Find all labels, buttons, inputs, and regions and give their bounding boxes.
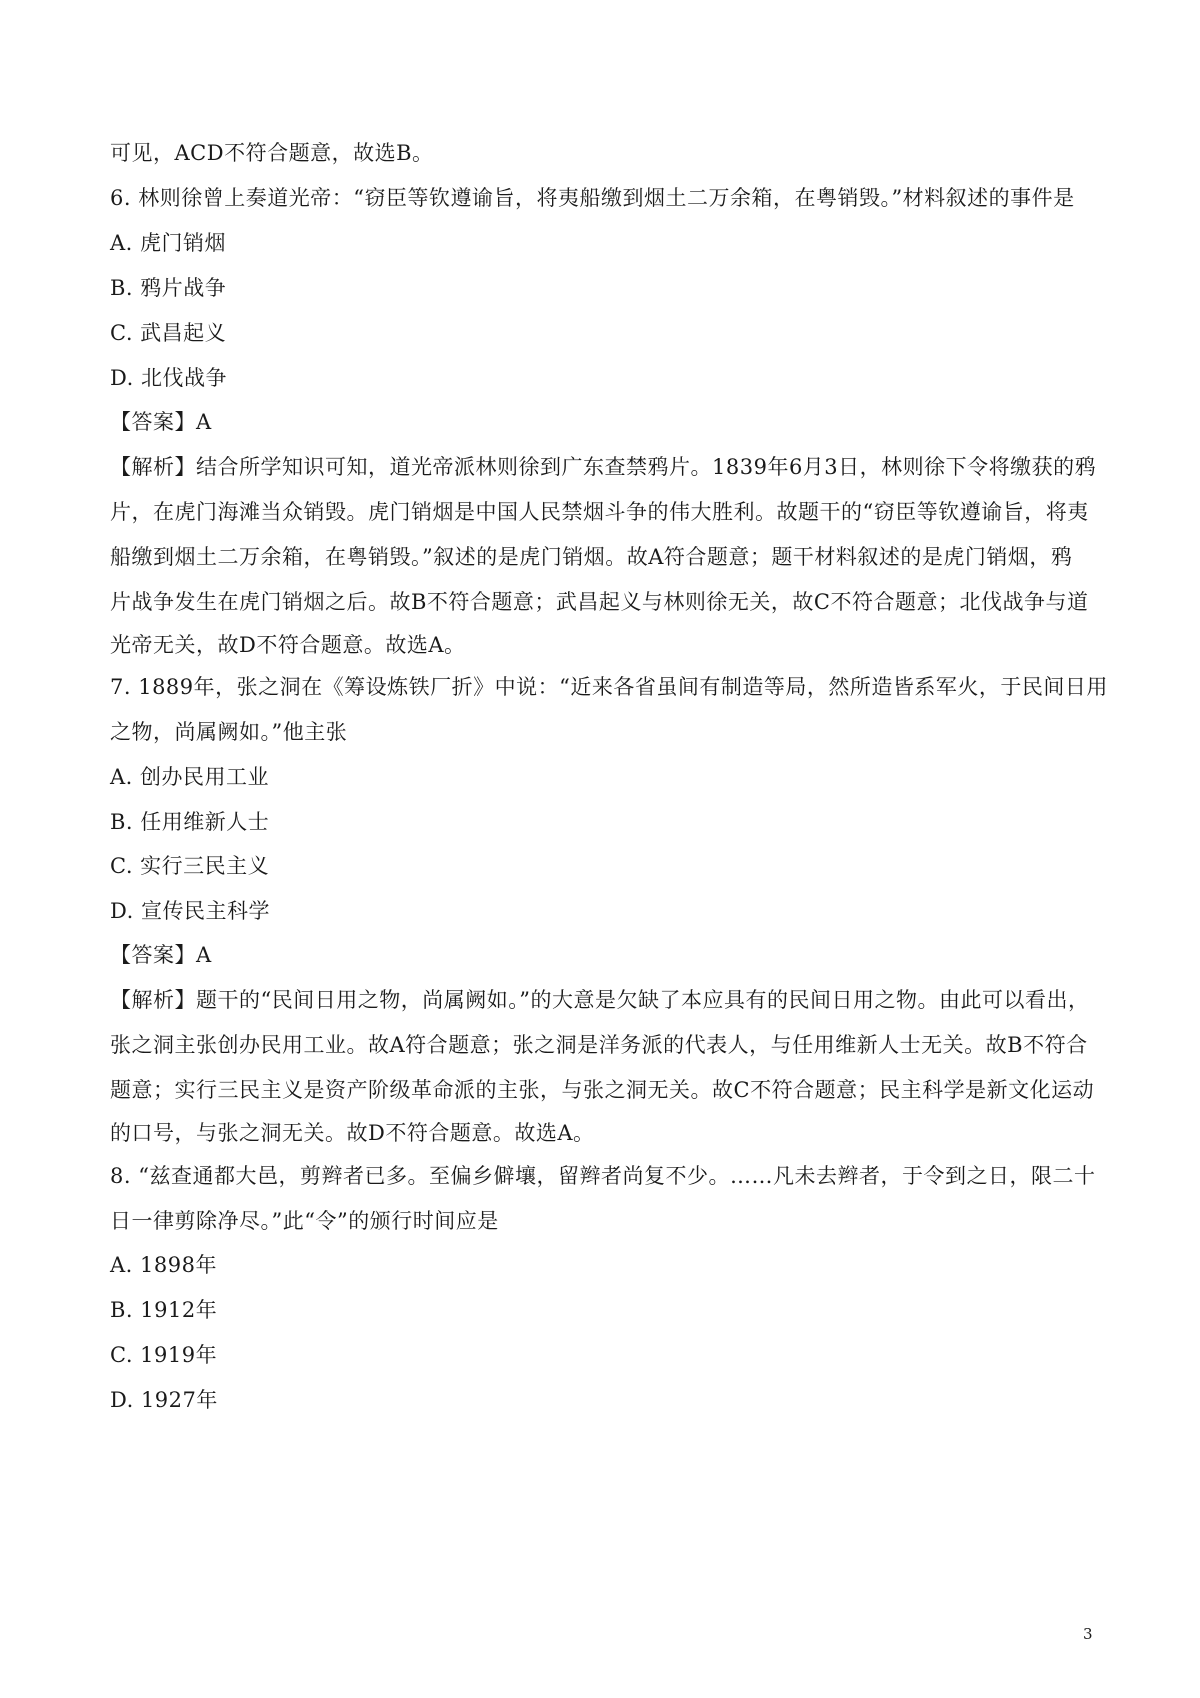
q8-stem-line: 8. “兹查通都大邑，剪辫者已多。至偏乡僻壤，留辫者尚复不少。……凡未去辫者，于令到之日，限二十 xyxy=(110,1164,1096,1188)
q7-option-a: A. 创办民用工业 xyxy=(110,765,270,789)
q6-analysis-line: 片战争发生在虎门销烟之后。故B不符合题意；武昌起义与林则徐无关，故C不符合题意；北伐战争与道 xyxy=(110,590,1089,614)
q6-option-c: C. 武昌起义 xyxy=(110,321,227,345)
q6-stem: 6. 林则徐曾上奏道光帝：“窃臣等钦遵谕旨，将夷船缴到烟土二万余箱，在粤销毁。”材料叙述的事件是 xyxy=(110,186,1075,210)
q7-stem-line: 之物，尚属阙如。”他主张 xyxy=(110,720,348,744)
q6-option-b: B. 鸦片战争 xyxy=(110,276,227,300)
q6-answer: 【答案】A xyxy=(110,410,212,434)
q7-option-b: B. 任用维新人士 xyxy=(110,810,270,834)
q8-option-c: C. 1919年 xyxy=(110,1343,218,1367)
q7-answer: 【答案】A xyxy=(110,943,212,967)
q6-analysis-line: 船缴到烟土二万余箱，在粤销毁。”叙述的是虎门销烟。故A符合题意；题干材料叙述的是虎门销烟，鸦 xyxy=(110,545,1073,569)
q6-analysis-line: 【解析】结合所学知识可知，道光帝派林则徐到广东查禁鸦片。1839年6月3日，林则徐下令将缴获的鸦 xyxy=(110,455,1097,479)
q8-option-b: B. 1912年 xyxy=(110,1298,218,1322)
q8-option-d: D. 1927年 xyxy=(110,1388,218,1412)
q7-stem-line: 7. 1889年，张之洞在《筹设炼铁厂折》中说：“近来各省虽间有制造等局，然所造皆系军火，于民间日用 xyxy=(110,675,1108,699)
q6-option-a: A. 虎门销烟 xyxy=(110,231,227,255)
q6-analysis-line: 片，在虎门海滩当众销毁。虎门销烟是中国人民禁烟斗争的伟大胜利。故题干的“窃臣等钦遵谕旨，将夷 xyxy=(110,500,1089,524)
q7-option-c: C. 实行三民主义 xyxy=(110,854,270,878)
q6-option-d: D. 北伐战争 xyxy=(110,366,227,390)
q7-analysis-line: 题意；实行三民主义是资产阶级革命派的主张，与张之洞无关。故C不符合题意；民主科学是新文化运动 xyxy=(110,1078,1095,1102)
page-number: 3 xyxy=(1083,1625,1093,1643)
q7-analysis-line: 张之洞主张创办民用工业。故A符合题意；张之洞是洋务派的代表人，与任用维新人士无关。故B不符合 xyxy=(110,1033,1088,1057)
q7-option-d: D. 宣传民主科学 xyxy=(110,899,270,923)
intro-text: 可见，ACD不符合题意，故选B。 xyxy=(110,141,434,165)
q6-analysis-line: 光帝无关，故D不符合题意。故选A。 xyxy=(110,633,466,657)
q7-analysis-line: 【解析】题干的“民间日用之物，尚属阙如。”的大意是欠缺了本应具有的民间日用之物。由此可以看出， xyxy=(110,988,1090,1012)
q8-stem-line: 日一律剪除净尽。”此“令”的颁行时间应是 xyxy=(110,1209,499,1233)
q8-option-a: A. 1898年 xyxy=(110,1253,217,1277)
q7-analysis-line: 的口号，与张之洞无关。故D不符合题意。故选A。 xyxy=(110,1121,595,1145)
